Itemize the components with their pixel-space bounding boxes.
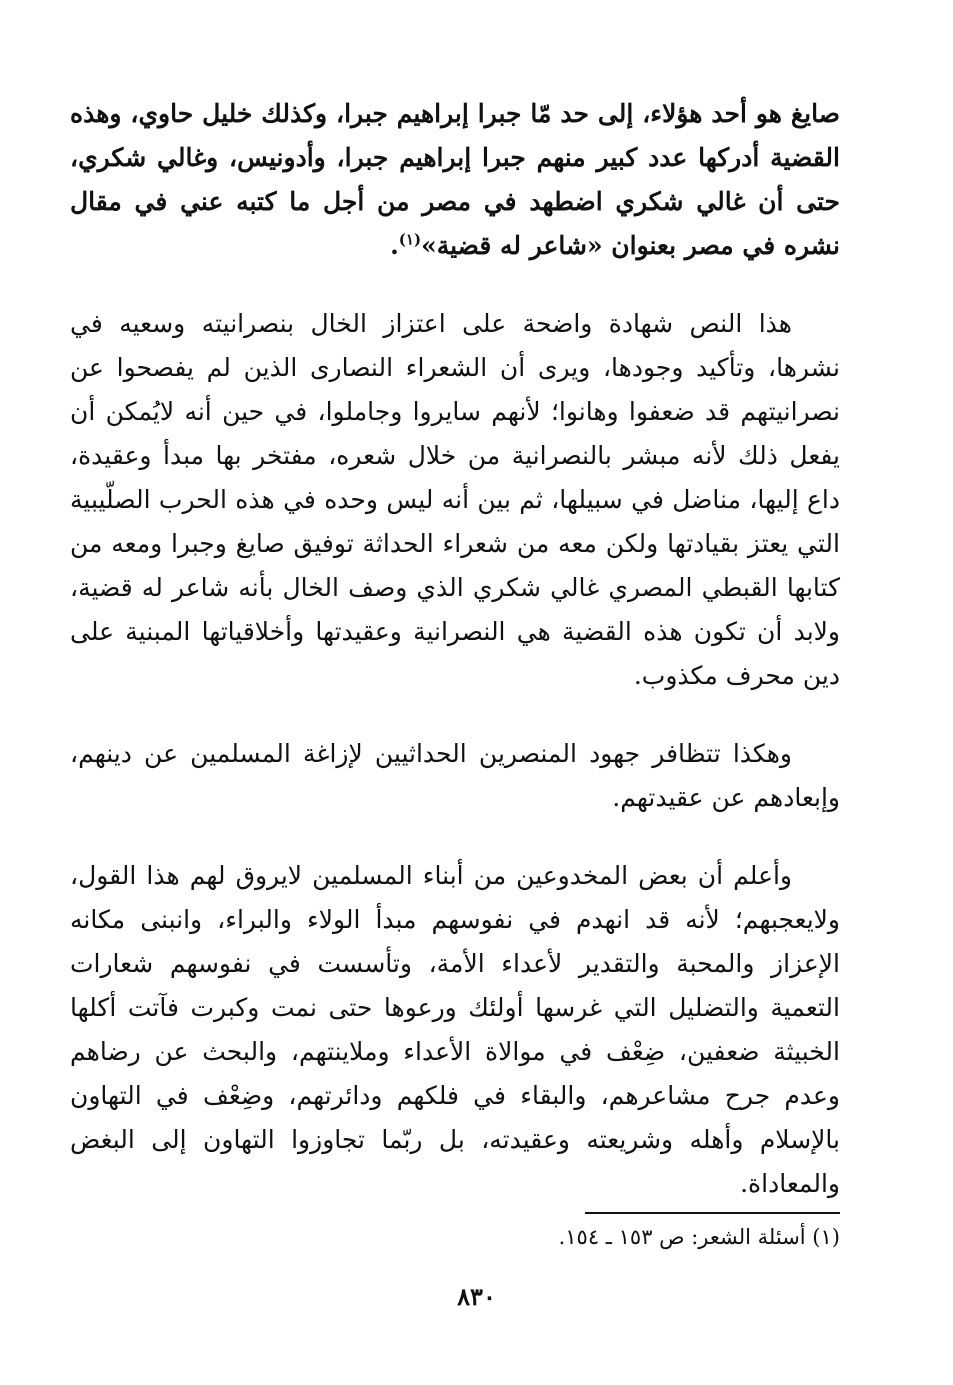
footnote: (١) أسئلة الشعر: ص ١٥٣ ـ ١٥٤. [558,1225,840,1249]
paragraph-1 [70,92,840,268]
paragraph-4: وأعلم أن بعض المخدوعين من أبناء المسلمين لايروق لهم هذا القول، ولايعجبهم؛ لأنه قد انهدم في نفوسهم مبدأ الولاء والبراء، وانبنى مكانه الإعزاز والمحبة والتقدير لأعداء الأمة، وتأسست في نفوسهم شعارات التعمية والتضليل التي غرسها أولئك ورعوها حتى نمت وكبرت فآتت أكلها الخبيثة ضعفين، ضِعْف في موالاة الأعداء وملاينتهم، والبحث عن رضاهم وعدم جرح مشاعرهم، والبقاء في فلكهم ودائرتهم، وضِعْف في التهاون بالإسلام وأهله وشريعته وعقيدته، بل ربّما تجاوزوا التهاون إلى البغض والمعاداة. [70,861,840,1198]
page-number: ٨٣٠ [457,1282,496,1311]
paragraph-2: هذا النص شهادة واضحة على اعتزاز الخال بنصرانيته وسعيه في نشرها، وتأكيد وجودها، ويرى أن الشعراء النصارى الذين لم يفصحوا عن نصرانيتهم قد ضعفوا وهانوا؛ لأنهم سايروا وجاملوا، في حين أنه لايُمكن أن يفعل ذلك لأنه مبشر بالنصرانية من خلال شعره، مفتخر بها مبدأ وعقيدة، داع إليها، مناضل في سبيلها، ثم بين أنه ليس وحده في هذه الحرب الصلّيبية التي يعتز بقيادتها ولكن معه من شعراء الحداثة توفيق صايغ وجبرا ومعه من كتابها القبطي المصري غالي شكري الذي وصف الخال بأنه شاعر له قضية، ولابد أن تكون هذه القضية هي النصرانية وعقيدتها وأخلاقياتها المبنية على دين محرف مكذوب. [70,309,840,690]
page-body [70,92,840,1206]
footnote-reference: (١) [398,230,422,249]
footnote-divider [585,1212,840,1214]
paragraph-3: وهكذا تتظافر جهود المنصرين الحداثيين لإزاغة المسلمين عن دينهم، وإبعادهم عن عقيدتهم. [70,739,840,812]
paragraph-1-end-mark: . [390,231,399,260]
paragraph-1-text: صايغ هو أحد هؤلاء، إلى حد مّا جبرا إبراهيم جبرا، وكذلك خليل حاوي، وهذه القضية أدركها عدد كبير منهم جبرا إبراهيم جبرا، وأدونيس، وغالي شكري، حتى أن غالي شكري اضطهد في مصر من أجل ما كتبه عني في مقال نشره في مصر بعنوان «شاعر له قضية» [70,99,840,260]
